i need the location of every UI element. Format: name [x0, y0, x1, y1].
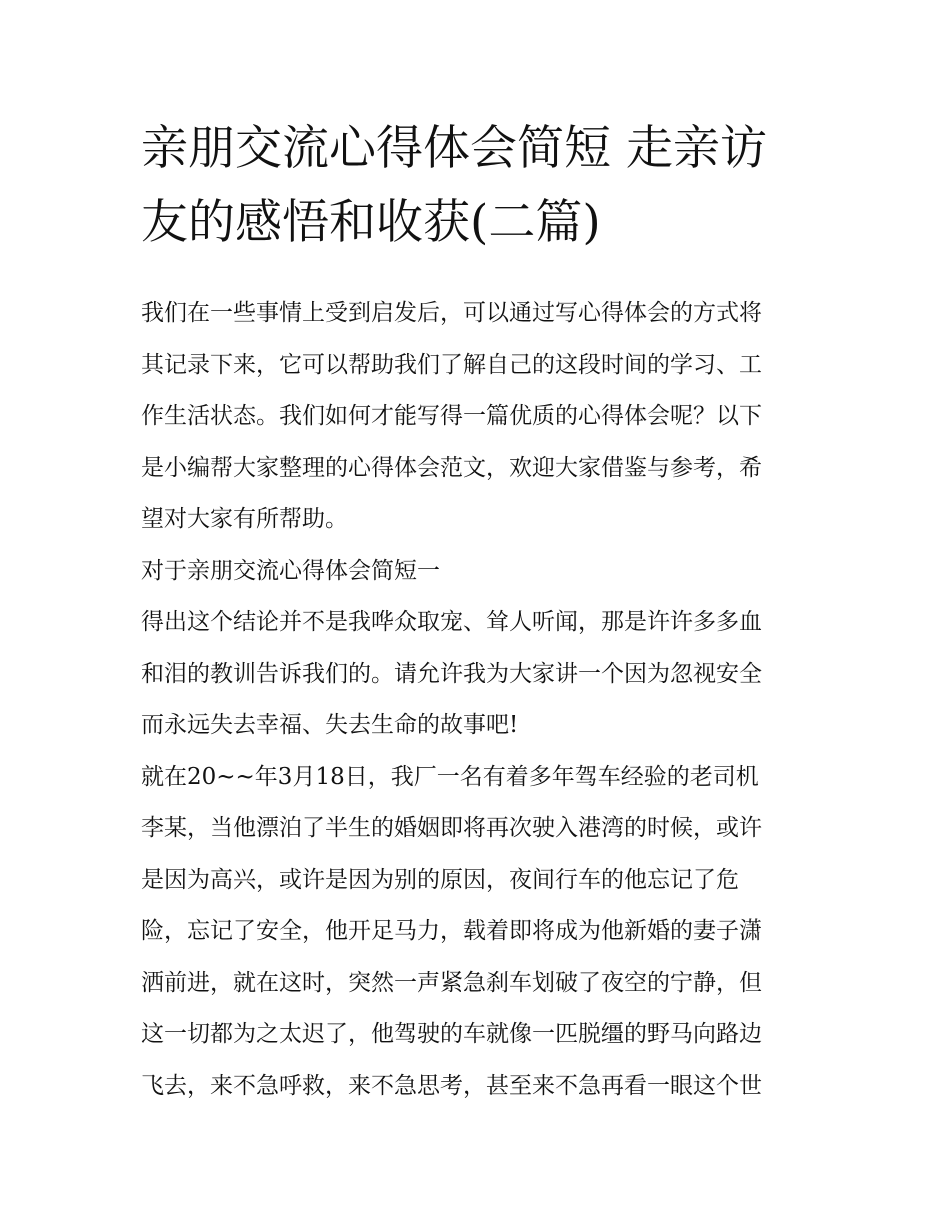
paragraph-line: 飞去，来不急呼救，来不急思考，甚至来不急再看一眼这个世 — [141, 1072, 762, 1099]
intro-line: 我们在一些事情上受到启发后，可以通过写心得体会的方式将 — [141, 300, 762, 326]
intro-line: 其记录下来，它可以帮助我们了解自己的这段时间的学习、工 — [141, 351, 762, 378]
intro-line: 作生活状态。我们如何才能写得一篇优质的心得体会呢？以下 — [141, 403, 762, 429]
title-line: 亲朋交流心得体会简短 走亲访 — [141, 121, 767, 176]
paragraph-2 — [141, 752, 813, 1113]
paragraph-line: 和泪的教训告诉我们的。请允许我为大家讲一个因为忽视安全 — [141, 660, 762, 687]
section-heading-block — [141, 546, 813, 598]
intro-paragraph — [141, 288, 813, 546]
document-page — [141, 112, 813, 1112]
paragraph-line: 是因为高兴，或许是因为别的原因，夜间行车的他忘记了危 — [141, 866, 739, 893]
paragraph-line: 这一切都为之太迟了，他驾驶的车就像一匹脱缰的野马向路边 — [141, 1021, 762, 1047]
intro-line: 望对大家有所帮助。 — [141, 506, 348, 532]
paragraph-line: 得出这个结论并不是我哗众取宠、耸人听闻，那是许许多多血 — [141, 609, 762, 635]
paragraph-line: 而永远失去幸福、失去生命的故事吧! — [141, 712, 519, 738]
intro-line: 是小编帮大家整理的心得体会范文，欢迎大家借鉴与参考，希 — [141, 454, 762, 481]
section-heading: 对于亲朋交流心得体会简短一 — [141, 557, 440, 584]
document-title — [141, 112, 813, 260]
title-line: 友的感悟和收获(二篇) — [141, 195, 601, 250]
paragraph-line: 洒前进，就在这时，突然一声紧急刹车划破了夜空的宁静，但 — [141, 969, 762, 996]
paragraph-line: 险，忘记了安全，他开足马力，载着即将成为他新婚的妻子潇 — [141, 918, 762, 944]
paragraph-1 — [141, 597, 813, 752]
paragraph-line: 李某，当他漂泊了半生的婚姻即将再次驶入港湾的时候，或许 — [141, 815, 762, 841]
paragraph-line: 就在20~~年3月18日，我厂一名有着多年驾车经验的老司机 — [141, 763, 759, 790]
